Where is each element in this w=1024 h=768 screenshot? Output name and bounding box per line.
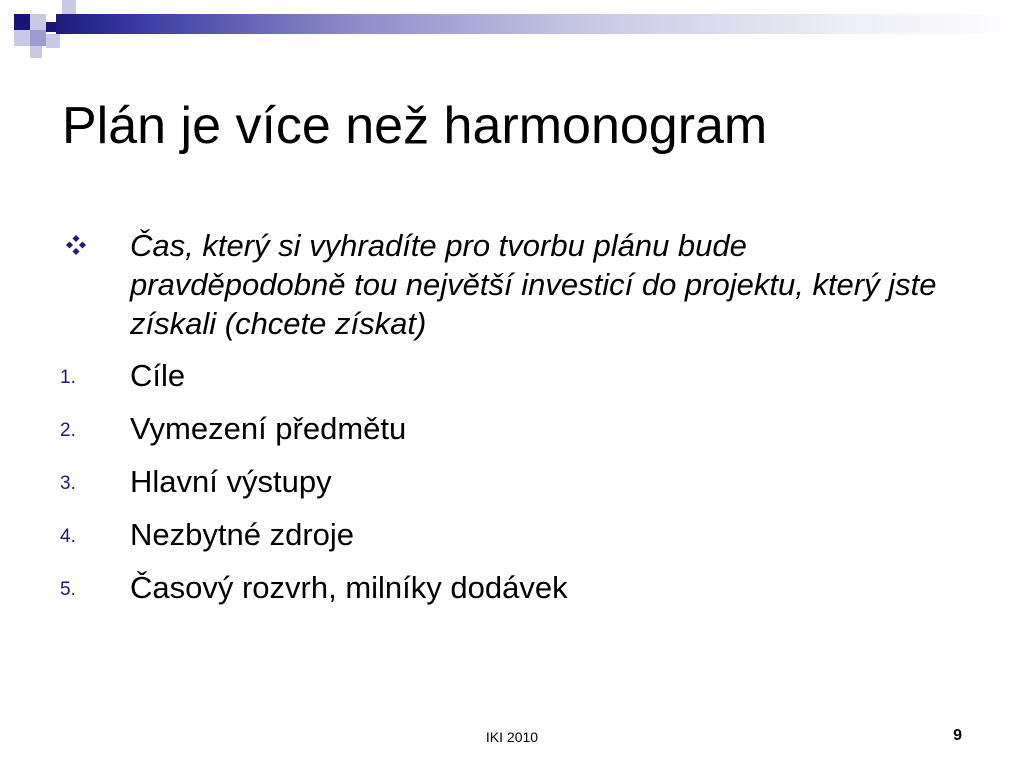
list-item-number: 3. [60, 473, 76, 494]
header-square-decoration [14, 14, 30, 30]
list-item [60, 508, 960, 561]
slide-body [60, 226, 960, 614]
list-item-text: Cíle [130, 358, 186, 393]
header-square-decoration [62, 0, 76, 14]
header-square-decoration [46, 34, 60, 48]
list-item-text: Vymezení předmětu [130, 411, 407, 446]
list-item-text: Nezbytné zdroje [130, 517, 355, 552]
list-item [60, 455, 960, 508]
list-item-text: Časový rozvrh, milníky dodávek [130, 570, 568, 605]
intro-text: Čas, který si vyhradíte pro tvorbu plánu bude pravděpodobně tou největší investicí do projektu, který jste získali (chcete získat) [130, 228, 937, 341]
list-item [60, 402, 960, 455]
list-item-number: 2. [60, 420, 76, 441]
intro-bullet-item [60, 226, 960, 343]
list-item [60, 561, 960, 614]
list-item-text: Hlavní výstupy [130, 464, 332, 499]
slide-title: Plán je více než harmonogram [62, 97, 768, 155]
list-item-number: 1. [60, 367, 76, 388]
list-item-number: 4. [60, 526, 76, 547]
footer-text: IKI 2010 [485, 729, 539, 745]
header-gradient-band [56, 14, 1024, 34]
list-item-number: 5. [60, 579, 76, 600]
header-square-decoration [30, 46, 42, 58]
diamond-bullet-icon [66, 235, 86, 255]
header-square-decoration [30, 14, 46, 30]
page-number: 9 [953, 727, 962, 744]
header-square-decoration [30, 30, 46, 46]
list-item [60, 349, 960, 402]
header-square-decoration [14, 30, 30, 46]
header-square-decoration [46, 22, 56, 32]
